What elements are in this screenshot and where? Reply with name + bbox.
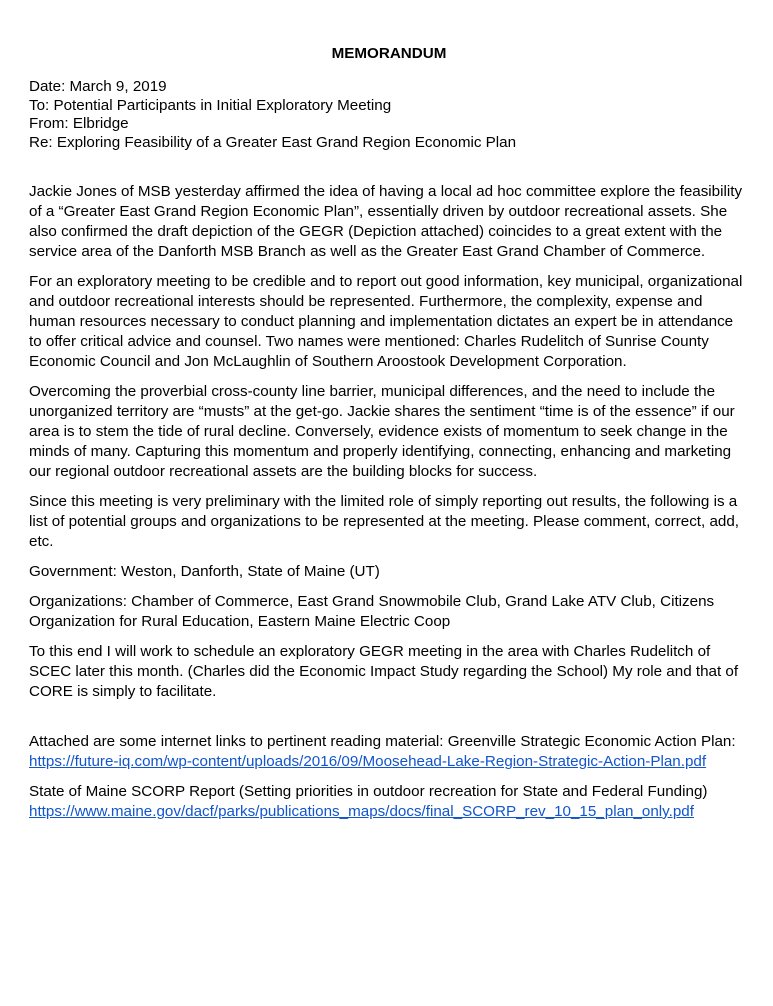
reading-links-text: Attached are some internet links to pertinent reading material: Greenville Strategic Economic Action Plan:: [29, 733, 736, 750]
memo-to: To: Potential Participants in Initial Exploratory Meeting: [29, 96, 392, 114]
scorp-text: State of Maine SCORP Report (Setting priorities in outdoor recreation for State and Federal Funding): [29, 783, 708, 800]
scorp-report-link[interactable]: https://www.maine.gov/dacf/parks/publications_maps/docs/final_SCORP_rev_10_15_plan_only.pdf: [29, 803, 694, 820]
memo-document: [29, 0, 749, 832]
memo-title: MEMORANDUM: [331, 45, 447, 62]
paragraph-1: Jackie Jones of MSB yesterday affirmed the idea of having a local ad hoc committee explore the feasibility of a “Greater East Grand Region Economic Plan”, essentially driven by outdoor recreational assets. She also confirmed the draft depiction of the GEGR (Depiction attached) coincides to a great extent with the service area of the Danforth MSB Branch as well as the Greater East Grand Chamber of Commerce.: [29, 183, 743, 260]
paragraph-organizations: Organizations: Chamber of Commerce, East Grand Snowmobile Club, Grand Lake ATV Club, Citizens Organization for Rural Education, Eastern Maine Electric Coop: [29, 593, 715, 630]
memo-from: From: Elbridge: [29, 115, 129, 132]
paragraph-7: To this end I will work to schedule an exploratory GEGR meeting in the area with Charles Rudelitch of SCEC later this month. (Charles did the Economic Impact Study regarding the School) My role and that of CORE is simply to facilitate.: [29, 643, 739, 700]
greenville-plan-link[interactable]: https://future-iq.com/wp-content/uploads/2016/09/Moosehead-Lake-Region-Strategic-Action-Plan.pdf: [29, 753, 707, 770]
paragraph-reading-links: [29, 732, 749, 772]
memo-re: Re: Exploring Feasibility of a Greater East Grand Region Economic Plan: [29, 133, 517, 151]
paragraph-3: Overcoming the proverbial cross-county line barrier, municipal differences, and the need to include the unorganized territory are “musts” at the get-go. Jackie shares the sentiment “time is of the essence” if our area is to stem the tide of rural decline. Conversely, evidence exists of momentum to seek change in the minds of many. Capturing this momentum and properly identifying, connecting, enhancing and marketing our regional outdoor recreational assets are the building blocks for success.: [29, 383, 735, 480]
paragraph-2: For an exploratory meeting to be credible and to report out good information, key municipal, organizational and outdoor recreational interests should be represented. Furthermore, the complexity, expense and human resources necessary to conduct planning and implementation dictates an expert be in attendance to offer critical advice and counsel. Two names were mentioned: Charles Rudelitch of Sunrise County Economic Council and Jon McLaughlin of Southern Aroostook Development Corporation.: [29, 273, 743, 370]
memo-header: [29, 78, 749, 152]
memo-date: Date: March 9, 2019: [29, 78, 167, 95]
paragraph-government: Government: Weston, Danforth, State of Maine (UT): [29, 563, 380, 580]
paragraph-scorp: [29, 782, 749, 822]
paragraph-4: Since this meeting is very preliminary with the limited role of simply reporting out results, the following is a list of potential groups and organizations to be represented at the meeting. Please comment, correct, add, etc.: [29, 493, 740, 550]
